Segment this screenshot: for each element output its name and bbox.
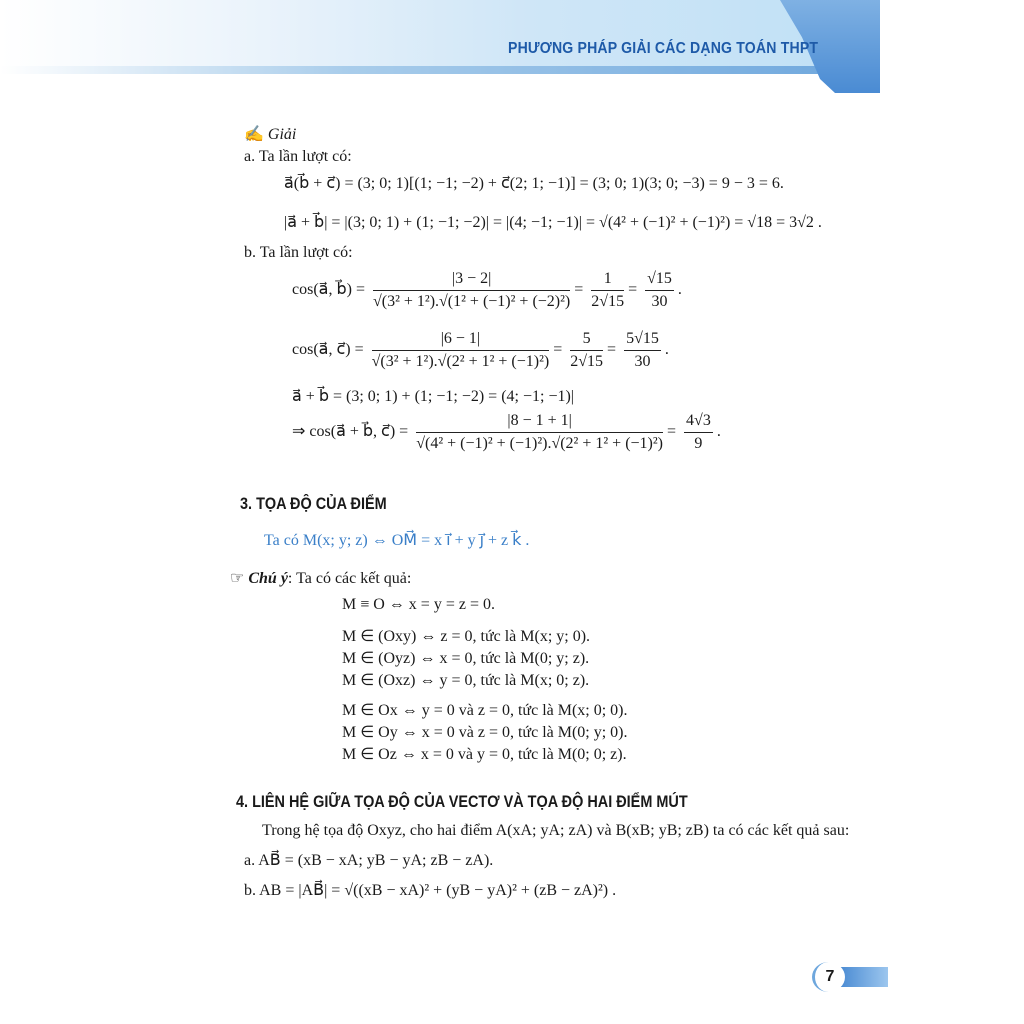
- equation-magnitude: |a⃗ + b⃗| = |(3; 0; 1) + (1; −1; −2)| = |(4; −1; −1)| = √(4² + (−1)² + (−1)²) = √18 = 3√2 .: [284, 214, 822, 231]
- pointing-hand-icon: ☞: [230, 570, 245, 587]
- result-item: M ≡ O ⇔ x = y = z = 0.: [342, 596, 495, 613]
- result-item: M ∈ (Oxz) ⇔ y = 0, tức là M(x; 0; z).: [342, 672, 590, 689]
- section-3-heading: 3. TỌA ĐỘ CỦA ĐIỂM: [240, 494, 387, 513]
- result-item: M ∈ (Oxy) ⇔ z = 0, tức là M(x; y; 0).: [342, 628, 591, 645]
- result-item: M ∈ Oz ⇔ x = 0 và y = 0, tức là M(0; 0; z).: [342, 746, 627, 763]
- equation-dot-product: a⃗(b⃗ + c⃗) = (3; 0; 1)[(1; −1; −2) + c⃗(2; 1; −1)] = (3; 0; 1)(3; 0; −3) = 9 − 3 = 6.: [284, 175, 784, 192]
- equation-vector-sum: a⃗ + b⃗ = (3; 0; 1) + (1; −1; −2) = (4; −1; −1)|: [292, 388, 574, 405]
- result-item: M ∈ Ox ⇔ y = 0 và z = 0, tức là M(x; 0; 0).: [342, 702, 628, 719]
- note-line: ☞ Chú ý: Ta có các kết quả:: [230, 570, 412, 587]
- section-4-intro: Trong hệ tọa độ Oxyz, cho hai điểm A(xA; yA; zA) và B(xB; yB; zB) ta có các kết quả sau:: [262, 822, 850, 839]
- header-stripe: [0, 66, 860, 74]
- book-title: PHƯƠNG PHÁP GIẢI CÁC DẠNG TOÁN THPT: [508, 40, 819, 57]
- equation-cos-sum: ⇒ cos(a⃗ + b⃗, c⃗) = $\frac{|8 - 1 + 1|}{\text{√(4² + (−1)² + (−1)²).√(2² + 1² + (−1)²)}}$ = $\frac{4√3}{9}$ .: [292, 412, 721, 452]
- point-coordinate-definition: Ta có M(x; y; z) ⇔ OM⃗ = x i⃗ + y j⃗ + z k⃗ .: [264, 532, 530, 549]
- page-header: [0, 0, 1024, 100]
- equation-cos-ac: cos(a⃗, c⃗) = $\frac{|6 - 1|}{\text{√(3² + 1²).√(2² + 1² + (−1)²)}}$ = $\frac{5}{2√15}$ = $\frac{5√15}{30}$ .: [292, 330, 669, 370]
- header-band: [0, 0, 880, 70]
- equation-cos-ab: cos(a⃗, b⃗) = $\frac{|3 - 2|}{\text{√(3² + 1²).√(1² + (−1)² + (−2)²)}}$ = $\frac{1}{2√15}$ = $\frac{√15}{30}$ .: [292, 270, 682, 310]
- formula-length-ab: b. AB = |AB⃗| = √((xB − xA)² + (yB − yA)² + (zB − zA)²) .: [244, 882, 617, 899]
- part-a-intro: a. Ta lần lượt có:: [244, 148, 352, 165]
- page-number: 7: [812, 962, 845, 992]
- result-item: M ∈ Oy ⇔ x = 0 và z = 0, tức là M(0; y; 0).: [342, 724, 628, 741]
- page-number-bar: [840, 967, 888, 987]
- pencil-icon: ✍: [244, 126, 264, 143]
- solution-label: ✍ Giải: [244, 126, 297, 143]
- section-4-heading: 4. LIÊN HỆ GIỮA TỌA ĐỘ CỦA VECTƠ VÀ TỌA ĐỘ HAI ĐIỂM MÚT: [236, 792, 688, 811]
- formula-vector-ab: a. AB⃗ = (xB − xA; yB − yA; zB − zA).: [244, 852, 494, 869]
- result-item: M ∈ (Oyz) ⇔ x = 0, tức là M(0; y; z).: [342, 650, 590, 667]
- part-b-intro: b. Ta lần lượt có:: [244, 244, 353, 261]
